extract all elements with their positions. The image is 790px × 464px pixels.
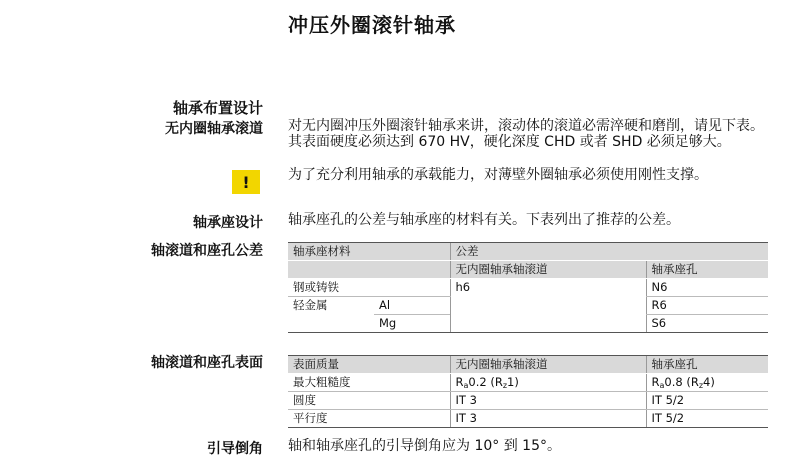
cell-bore: N6: [646, 279, 768, 297]
cell-raceway: $R_a0.2$ $(R_z1)$: [450, 374, 646, 392]
header-quality: 表面质量: [288, 356, 450, 374]
raceway-text: 对无内圈冲压外圈滚针轴承来讲，滚动体的滚道必需淬硬和磨削，请见下表。其表面硬度必须达到 670 HV，硬化深度 CHD 或者 SHD 必须足够大。: [288, 118, 764, 150]
raceway-label: 无内圈轴承滚道: [165, 121, 263, 137]
table-row: [288, 243, 768, 261]
surface-table: [288, 355, 768, 428]
cell-raceway: h6: [450, 279, 646, 333]
header-material: 轴承座材料: [288, 243, 450, 261]
header-tolerance: 公差: [450, 243, 768, 261]
cell-raceway: IT 3: [450, 392, 646, 410]
cell-submaterial: Al: [374, 297, 450, 315]
cell-material: 钢或铸铁: [288, 279, 450, 297]
surface-label: 轴滚道和座孔表面: [151, 355, 263, 371]
section-heading-layout: 轴承布置设计: [172, 99, 263, 117]
cell-bore: $R_a0.8$ $(R_z4)$: [646, 374, 768, 392]
cell-quality: 最大粗糙度: [288, 374, 450, 392]
header-bore: 轴承座孔: [646, 261, 768, 279]
tolerance-label: 轴滚道和座孔公差: [151, 243, 263, 259]
cell-bore: S6: [646, 315, 768, 333]
cell-material: 轻金属: [288, 297, 374, 333]
table-row: [288, 279, 768, 297]
chamfer-text: 轴和轴承座孔的引导倒角应为 10° 到 15°。: [288, 438, 561, 454]
cell-bore: IT 5/2: [646, 392, 768, 410]
page-title: 冲压外圈滚针轴承: [288, 13, 456, 37]
chamfer-label: 引导倒角: [207, 441, 263, 457]
table-row: [288, 356, 768, 374]
table-row: [288, 374, 768, 392]
header-raceway: 无内圈轴承轴滚道: [450, 261, 646, 279]
cell-quality: 圆度: [288, 392, 450, 410]
table-row: [288, 261, 768, 279]
table-row: [288, 392, 768, 410]
cell-bore: R6: [646, 297, 768, 315]
cell-submaterial: Mg: [374, 315, 450, 333]
cell-bore: IT 5/2: [646, 410, 768, 428]
exclamation-icon: !: [232, 170, 260, 194]
housing-label: 轴承座设计: [193, 215, 263, 231]
warning-text: 为了充分利用轴承的承载能力，对薄壁外圈轴承必须使用刚性支撑。: [288, 167, 708, 183]
cell-quality: 平行度: [288, 410, 450, 428]
header-bore: 轴承座孔: [646, 356, 768, 374]
tolerance-table: [288, 242, 768, 333]
table-row: [288, 410, 768, 428]
housing-text: 轴承座孔的公差与轴承座的材料有关。下表列出了推荐的公差。: [288, 212, 680, 228]
cell-raceway: IT 3: [450, 410, 646, 428]
header-raceway: 无内圈轴承轴滚道: [450, 356, 646, 374]
